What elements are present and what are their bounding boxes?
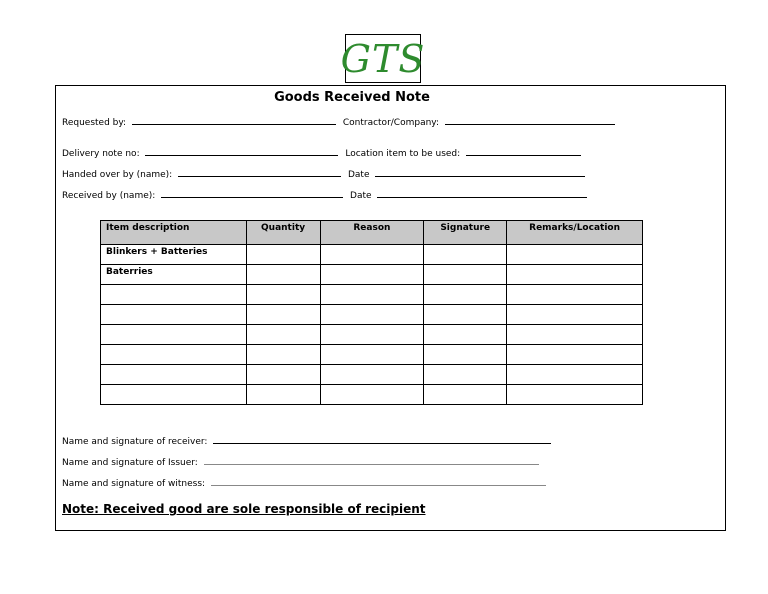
table-cell[interactable]: [424, 265, 507, 285]
table-cell[interactable]: [246, 245, 320, 265]
receiver-signature-label: Name and signature of receiver:: [62, 437, 208, 447]
header-signature: Signature: [424, 221, 507, 245]
table-cell[interactable]: [101, 365, 247, 385]
delivery-note-label: Delivery note no:: [62, 149, 140, 159]
table-row: [101, 245, 643, 265]
table-row: [101, 385, 643, 405]
table-cell[interactable]: [507, 385, 643, 405]
date-2-label: Date: [350, 191, 372, 201]
table-cell[interactable]: [246, 325, 320, 345]
table-cell[interactable]: [320, 385, 424, 405]
table-cell[interactable]: [101, 385, 247, 405]
table-cell[interactable]: [424, 325, 507, 345]
header-reason: Reason: [320, 221, 424, 245]
table-cell[interactable]: [320, 245, 424, 265]
table-row: [101, 305, 643, 325]
table-cell[interactable]: [101, 325, 247, 345]
table-row: [101, 285, 643, 305]
date-1-field[interactable]: [375, 168, 585, 177]
handed-over-field[interactable]: [178, 168, 341, 177]
header-quantity: Quantity: [246, 221, 320, 245]
requested-by-row: [62, 116, 619, 128]
form-title: Goods Received Note: [274, 90, 430, 105]
issuer-signature-row: [62, 456, 543, 468]
location-item-label: Location item to be used:: [345, 149, 461, 159]
items-table: [100, 220, 643, 405]
table-cell[interactable]: [424, 365, 507, 385]
table-header-row: [101, 221, 643, 245]
delivery-note-field[interactable]: [145, 147, 338, 156]
table-cell[interactable]: [101, 345, 247, 365]
table-cell[interactable]: [320, 285, 424, 305]
date-2-field[interactable]: [377, 189, 587, 198]
table-cell[interactable]: [507, 305, 643, 325]
table-cell[interactable]: [507, 345, 643, 365]
table-cell[interactable]: [424, 385, 507, 405]
handed-over-label: Handed over by (name):: [62, 170, 173, 180]
table-cell[interactable]: Baterries: [101, 265, 247, 285]
table-cell[interactable]: [507, 245, 643, 265]
table-cell[interactable]: [246, 265, 320, 285]
table-cell[interactable]: [320, 265, 424, 285]
receiver-signature-field[interactable]: [213, 435, 551, 444]
location-item-field[interactable]: [466, 147, 581, 156]
header-remarks-location: Remarks/Location: [507, 221, 643, 245]
handed-over-row: [62, 168, 589, 180]
table-cell[interactable]: [101, 285, 247, 305]
received-by-row: [62, 189, 591, 201]
header-item-description: Item description: [101, 221, 247, 245]
issuer-signature-label: Name and signature of Issuer:: [62, 458, 198, 468]
received-by-field[interactable]: [161, 189, 343, 198]
table-cell[interactable]: [320, 305, 424, 325]
contractor-company-label: Contractor/Company:: [342, 118, 439, 128]
witness-signature-field[interactable]: [211, 477, 546, 486]
table-cell[interactable]: [101, 305, 247, 325]
gts-logo: [340, 34, 426, 83]
table-row: [101, 365, 643, 385]
table-cell[interactable]: [246, 365, 320, 385]
table-cell[interactable]: [507, 325, 643, 345]
table-cell[interactable]: [507, 285, 643, 305]
table-cell[interactable]: [507, 365, 643, 385]
table-row: [101, 325, 643, 345]
table-cell[interactable]: [507, 265, 643, 285]
table-cell[interactable]: [246, 345, 320, 365]
table-row: [101, 345, 643, 365]
table-cell[interactable]: [424, 345, 507, 365]
table-cell[interactable]: Blinkers + Batteries: [101, 245, 247, 265]
table-cell[interactable]: [424, 305, 507, 325]
table-cell[interactable]: [246, 385, 320, 405]
table-cell[interactable]: [320, 325, 424, 345]
logo-text: GTS: [340, 36, 426, 81]
receiver-signature-row: [62, 435, 555, 447]
contractor-company-field[interactable]: [445, 116, 615, 125]
table-cell[interactable]: [246, 285, 320, 305]
witness-signature-label: Name and signature of witness:: [62, 479, 206, 489]
table-cell[interactable]: [320, 345, 424, 365]
table-cell[interactable]: [320, 365, 424, 385]
table-row: [101, 265, 643, 285]
table-cell[interactable]: [424, 285, 507, 305]
recipient-note: Note: Received good are sole responsible of recipient: [62, 502, 426, 516]
witness-signature-row: [62, 477, 550, 489]
table-cell[interactable]: [424, 245, 507, 265]
date-1-label: Date: [347, 170, 370, 180]
received-by-label: Received by (name):: [62, 191, 156, 201]
requested-by-field[interactable]: [132, 116, 336, 125]
table-cell[interactable]: [246, 305, 320, 325]
issuer-signature-field[interactable]: [204, 456, 539, 465]
requested-by-label: Requested by:: [62, 118, 127, 128]
delivery-note-row: [62, 147, 585, 159]
